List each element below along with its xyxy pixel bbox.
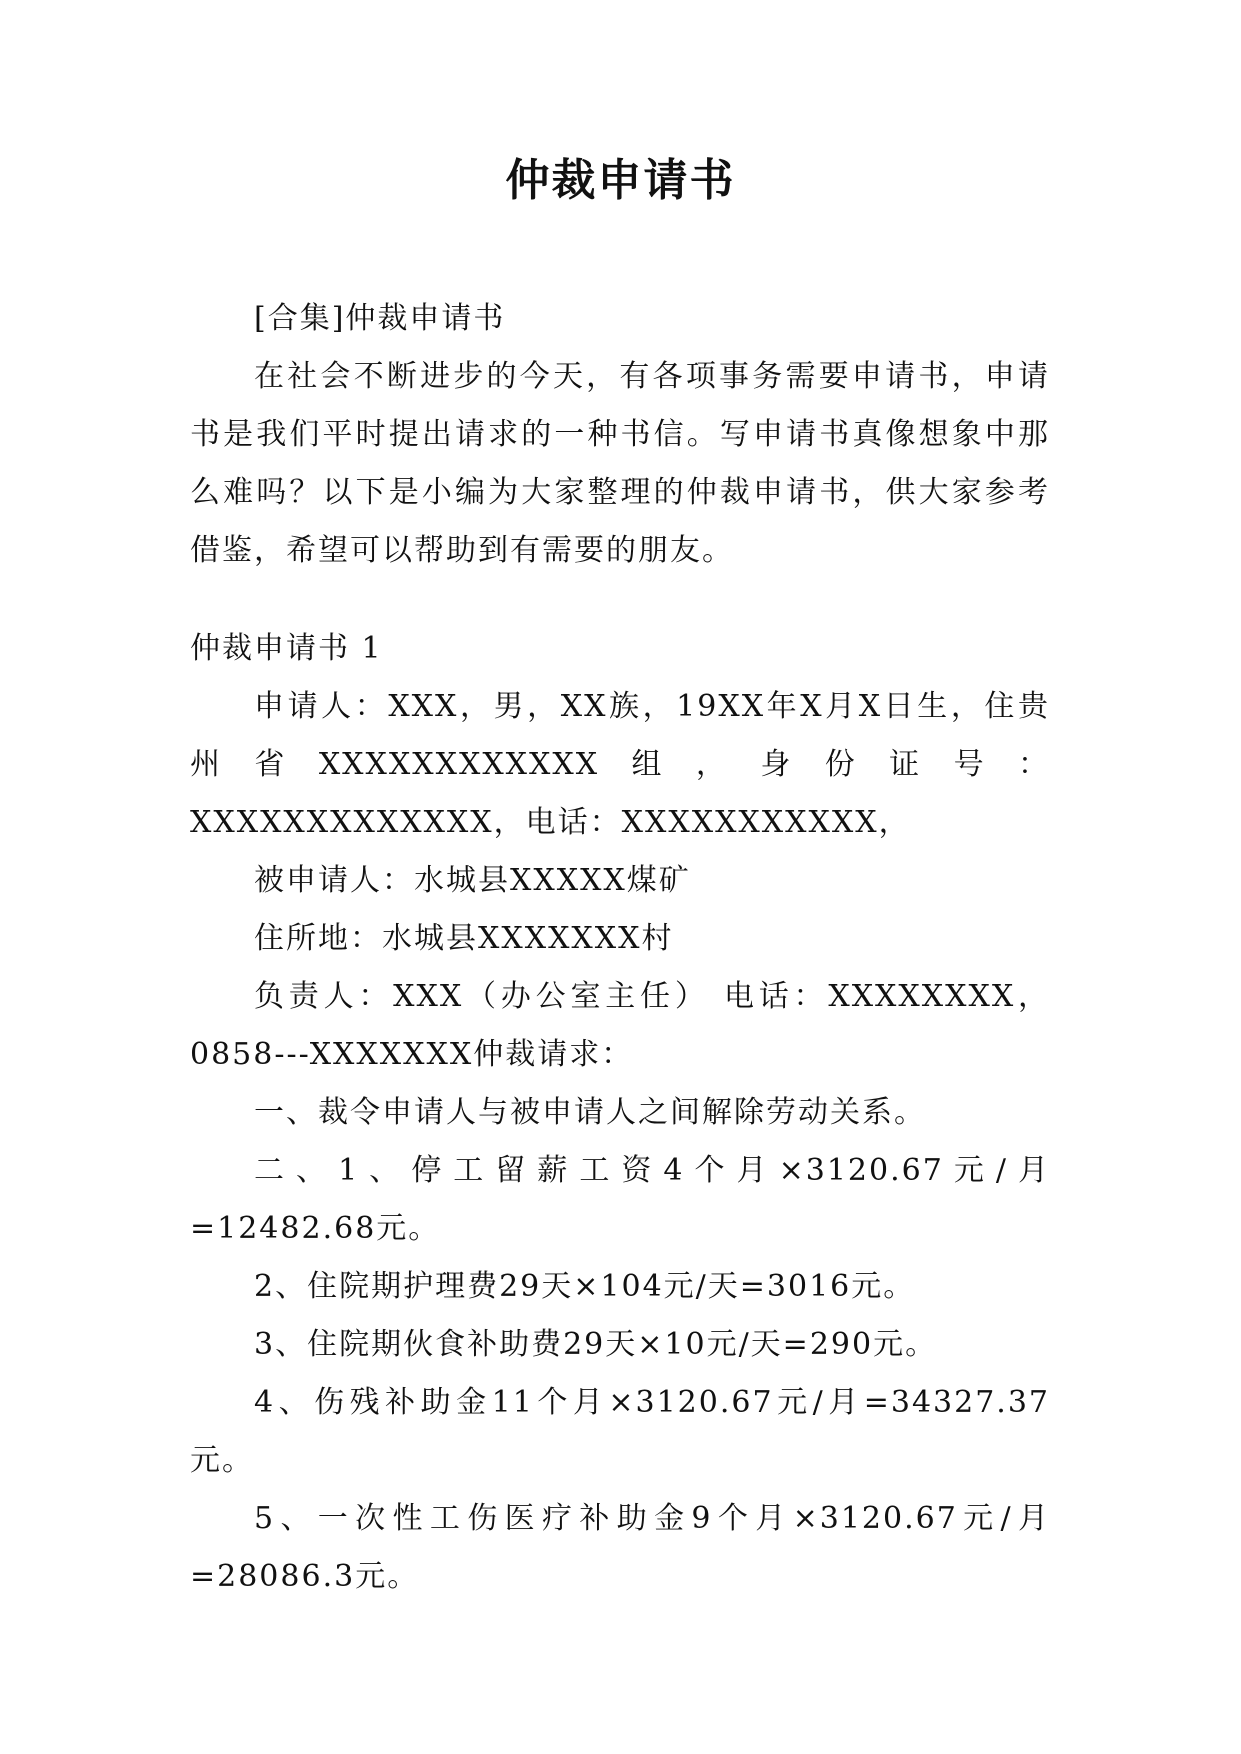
document-title: 仲裁申请书 (505, 155, 736, 206)
intro-paragraph: 在社会不断进步的今天，有各项事务需要申请书，申请书是我们平时提出请求的一种书信。写申请书真像想象中那么难吗？以下是小编为大家整理的仲裁申请书，供大家参考借鉴，希望可以帮助到有需要的朋友。 (190, 359, 1050, 568)
intro-heading: [合集]仲裁申请书 (254, 301, 506, 336)
document-body (190, 290, 1050, 1606)
claim-item-2-3: 3、住院期伙食补助费29天×10元/天=290元。 (254, 1327, 938, 1362)
claim-item-1: 一、裁令申请人与被申请人之间解除劳动关系。 (254, 1095, 926, 1130)
applicant-paragraph: 申请人：XXX，男，XX族，19XX年X月X日生，住贵州省XXXXXXXXXXXX组，身份证号：XXXXXXXXXXXXX，电话：XXXXXXXXXXX， (190, 689, 1050, 840)
claim-item-2-1: 二、1、停工留薪工资4个月×3120.67元/月=12482.68元。 (190, 1153, 1050, 1246)
address-paragraph: 住所地：水城县XXXXXXX村 (254, 921, 674, 956)
claim-item-2-4: 4、伤残补助金11个月×3120.67元/月=34327.37元。 (190, 1385, 1050, 1478)
claim-item-2-5: 5、一次性工伤医疗补助金9个月×3120.67元/月=28086.3元。 (190, 1501, 1050, 1594)
responsible-paragraph: 负责人：XXX（办公室主任） 电话：XXXXXXXX，0858---XXXXXXX仲裁请求： (190, 979, 1050, 1072)
section-title: 仲裁申请书 1 (190, 631, 383, 666)
paragraph-spacer (190, 580, 1050, 620)
claim-item-2-2: 2、住院期护理费29天×104元/天=3016元。 (254, 1269, 916, 1304)
respondent-paragraph: 被申请人：水城县XXXXX煤矿 (254, 863, 691, 898)
